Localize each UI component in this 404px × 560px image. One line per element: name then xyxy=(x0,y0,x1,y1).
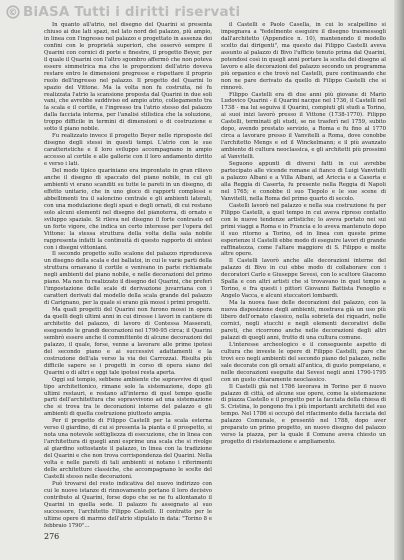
paragraph: Per il progetto di Filippo Castelli per la scala esterna verso il giardino, di cui si presenta la pianta e il prospetto, si nota una notevole sottigliezza di esecuzione, che in linea con l'architettura di quegli anni esprime una scala che si rivolge al giardino sottostante il palazzo, in linea con la tradizione del Quarini e che non trova corrispondenza del Quarini. Nella volta e nelle pareti di tali ambienti si notano i riferimenti delle architetture classiche, che accompagnano le scelte del Castelli stesso nelle decorazioni. xyxy=(44,418,212,480)
page-edge-shadow xyxy=(394,0,404,560)
paragraph: Oggi sul tempio, sebbene ambiente che sopravvive di quel tipo architettonico, rimane solo la sistemazione, dopo gli ultimi restauri, e restano all'interno di quel tempo quelle parti dell'architettura che sopravvivono ad una sistemazione che si trova tra le decorazioni interne del palazzo e gli ambienti di quella costruzione piuttosto ampia. xyxy=(44,376,212,418)
paragraph: Ma quali progetti del Quarini non furono mossi in opera da quelli degli ultimi anni in cui diresse i lavori in cantiere di architetto del palazzo, di lavoro di Contessa Masserati, eseguendo le grandi decorazioni nel 1790-95 circa; il Quarini sembrò essere anche il committente di alcune decorazioni del palazzo, il quale, forse, venne a lavorare alle prime ipotesi del secondo piano e ai successivi adattamenti e la costruzione dell'ala verso la via dei Carrozzai. Risulta più difficile sapere se i progetti in corso di opera siano del Quarini o di altri e oggi tale ipotesi resta aperta. xyxy=(44,307,212,376)
copyright-icon xyxy=(6,5,20,19)
watermark-text: BiASA Tutti i diritti riservati xyxy=(23,4,241,20)
paragraph: Il secondo progetto sullo scalone del palazzo riproduceva un disegno della scala e dei ballatoi, in cui le varie parti della struttura ornavano il cortile e venivano in parte richiamate negli ambienti del piano nobile, e nelle decorazioni del primo piano. Ma non fu realizzato il disegno del Quarini, che preferì l'impostazione delle scale di derivazione juvarriana con i caratteri derivati dal modello della scala grande del palazzo di Carignano, per la quale si erano già mossi i primi progetti. xyxy=(44,251,212,307)
right-text-column xyxy=(221,22,386,522)
paragraph: Fu realizzato invece il progetto Beyer nelle riproposte del disegno degli stessi in questi tempi. L'atrio con le sue caratteristiche e il loro sviluppo accompagnano in ampio accesso al cortile e alle gallerie con il loro andamento diritto e verso i lati. xyxy=(44,133,212,168)
paragraph: Il Castelli lavorò anche alle decorazioni interne del palazzo di Bivo in cui ebbe modo di collaborare con i decoratori Carlo e Giuseppe Sevesi, con lo scultore Giacomo Spalla e con altri artisti che si trovavano in quel tempo a Torino, e fra questi i pittori Giovanni Battista Fenoglio e Angelo Vacca, e alcuni stuccatori lombardi. xyxy=(221,258,386,300)
paragraph: Castelli lavorò nel palazzo e nella sua costruzione fu per Filippo Castelli, a quel tempo in cui aveva ripreso contatto con le nuove tendenze artistiche; lo aveva portato nei sui primi viaggi a Roma e in Francia e lo aveva mantenuto dopo il suo ritorno a Torino, ed in linea con queste prime esperienze il Castelli ebbe modo di eseguire lavori di grande raffinatezza, come l'altare maggiore di S. Filippo e molte altre opere. xyxy=(221,202,386,258)
paragraph: Filippo Castelli era di due anni più giovane di Mario Ludovico Quarini - il Quarini nacque nel 1736, il Castelli nel 1738 - ma lui seguiva il Quarini, compiuti gli studi a Torino, ai suoi inizi lavorò presso il Vittone (1738-1770). Filippo Castelli, terminati gli studi, se ne trasferì nel 1759, subito dopo, avendo prestato servizio, a Roma e fu fino al 1770 circa a lavorare presso il Vanvitelli a Roma, dove conobbe l'architetto Mengs e ed il Winckelmann; e il più avanzato ambiente di cultura neoclassica, e gli architetti più prossimi al Vanvitelli. xyxy=(221,91,386,161)
paragraph: Può trovarsi del resto indicativa del nuovo indirizzo con cui le nuove istanze di rinnovamento portano il loro decisivo contributo al Quarini, forse dopo che se ne fu allontanato il Quarini in quella sede. Il palazzo fu assegnato al suo successore, l'architetto Filippo Castelli. Il contratto per le ultime opere di marmo dell'atrio stipulato in data: "Torino 8 e febbraio 1790"... xyxy=(44,480,212,529)
paragraph: Seguono appunti di diversi fatti in cui avrebbe partecipato alle vicende romane al fianco di Luigi Vanvitelli a palazzo Albani e a Villa Albani, ad Ariccia e a Caserta e alla Reggia di Caserta, fu presente nella Reggia di Napoli nel 1765; e conobbe il suo Tiepolo e le sue scene di Vanvitelli, nella Roma del primo quarto di secolo. xyxy=(221,161,386,202)
paragraph: In quanto all'atrio, nel disegno del Quarini si presenta chiuso ai due lati spazi, nel lato nord del palazzo, più ampio, in linea con l'ingresso nel palazzo e progettato in assenza dei confini con le proprietà superiori, che osservò sempre il Quarini con cornici di porte e finestre, il progetto Beyer, per il quale il Quarini con l'altro sgombro affermò che non poteva essere simmetrica ma che le proporzioni dell'atrio doveva restare entro le dimensioni pregresse e rispettare il proprio ruolo dell'ingresso nel palazzo. Il progetto del Quarini lo spazio del Vittone. Ma la volta non fu costruita, né fu realizzata l'atrio la scansione proposta dal Quarini in due soli vani, che avrebbe suddiviso ed ampio atrio, collegamento tra la scala e il cortile, e l'ingresso tra l'atrio stesso del palazzo dalla facciata interna, per l'analisi stilistica che la soluzione, troppo difficile in termini di dimensioni e di costruzione e sotto il piano nobile. xyxy=(44,22,212,133)
paragraph: il Castelli e Paolo Casella, in cui lo scalpellino si impegnava a "fedelmente eseguire il disegno trasmessogli dall'architetto (Appendice n. 10), mantenendo il modello scelto dai dirigenti", ma questo dai Filippo Castelli aveva assunto al palazzo di Bivo l'ufficio tenuto prima dal Quarini, potendosi così in quegli anni portare la scelta del disegno al lavoro e alle decorazioni del palazzo secondo un programma più organico e che trovò nel Castelli, pure continuando che non ne pare derivato da quello di Filippo Castelli che si rinnovò. xyxy=(221,22,386,91)
watermark xyxy=(6,2,240,22)
paragraph: L'interesse archeologico e il conseguente aspetto di cultura che investe le opere di Filippo Castelli, pare che trovi eco negli ambienti del secondo piano del palazzo, nelle sale decorate con gli ornati all'antica, di gusto pompeiano, e nelle decorazioni eseguite dai Sevesi negli anni 1790-1795 con un gusto chiaramente neoclassico. xyxy=(221,341,386,383)
paragraph: Ma la nuova fase delle decorazioni del palazzo, con la nuova disposizione degli ambienti, mostrava già un uso più libero dell'ornato classico, nella sobrietà dei riquadri, nelle cornici, negli stucchi e negli elementi decorativi delle pareti, che ricorrono anche nelle decorazioni degli altri palazzi di quegli anni, frutto di una cultura comune. xyxy=(221,300,386,341)
page-number: 276 xyxy=(44,532,60,541)
paragraph: Il Castelli già nel 1786 lavorava in Torino per il nuovo palazzo di città, ed alcune sue opere, come la sistemazione di piazza Castello e il progetto per la facciata della chiesa di S. Cristina, lo pongono fra i più importanti architetti del suo tempo. Nel 1786 si occupò del rifacimento della facciata del palazzo Comunale, e presentò nel 1788, dopo aver preparato un primo progetto, un nuovo disegno del palazzo verso la piazza, per la quale il Comune aveva chiesto un progetto di risistemazione e ampliamento. xyxy=(221,383,386,446)
left-text-column xyxy=(44,22,212,529)
svg-text:©: © xyxy=(8,8,18,18)
paragraph: Del modo tipico quariniano era improntato in gran rilievo anche il disegno di spaccato del piano nobile, in cui gli ambienti vi erano scanditi su tutte le pareti in un disegno, di effetto unitario, che in uno gioco di rapporti complessi e abbellimenti tra il saloncino centrale e gli ambienti laterali, con una modulazione degli spazi e degli ornati, di cui restano solo alcuni elementi nel disegno del pianoterra, di ornato e sviluppo spaziale. Si rileva nel disegno il forte contrasto ed un forte vigore, che indica un certo interesse per l'opera del Vittone: la stessa struttura della volta della sala nobile rappresenta infatti la continuità di questo rapporto di sintesi con i disegni vittoniani. xyxy=(44,168,212,251)
